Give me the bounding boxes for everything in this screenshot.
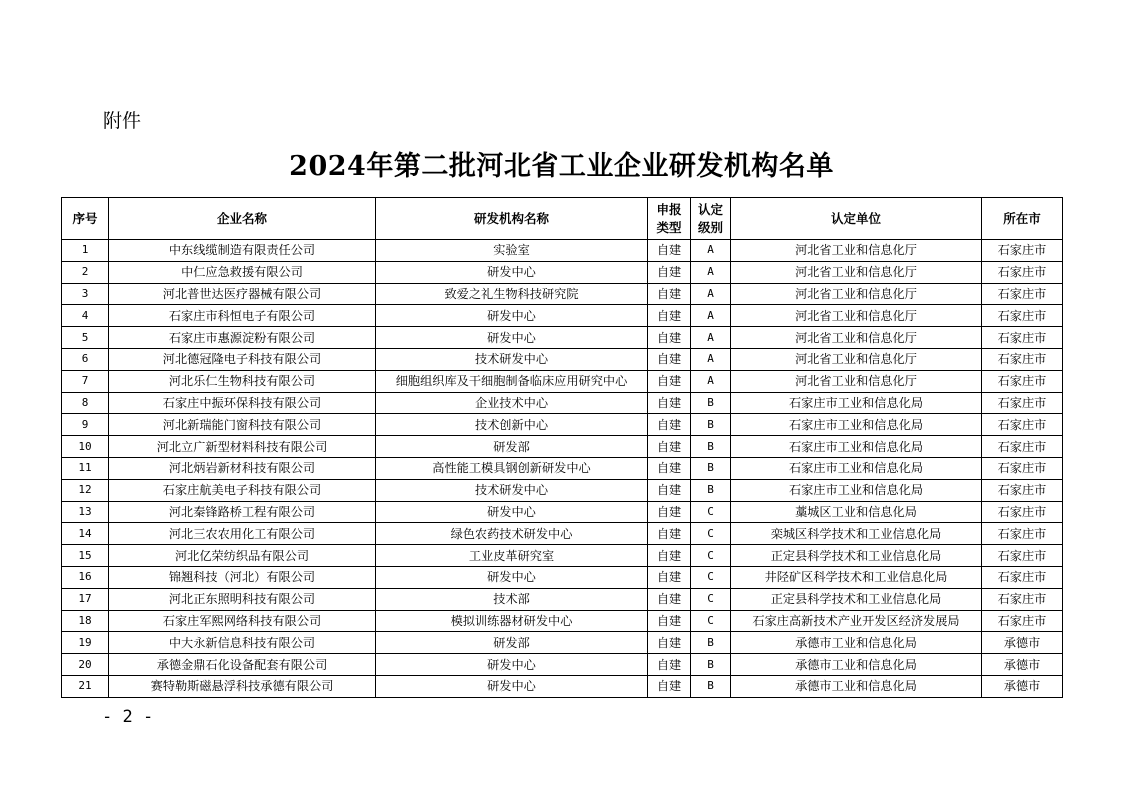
cell-institution: 研发中心: [376, 654, 648, 676]
cell-institution: 研发部: [376, 632, 648, 654]
cell-level: C: [691, 566, 731, 588]
cell-type: 自建: [648, 545, 691, 567]
cell-company: 石家庄市惠源淀粉有限公司: [109, 327, 376, 349]
cell-index: 8: [62, 392, 109, 414]
cell-company: 河北新瑞能门窗科技有限公司: [109, 414, 376, 436]
cell-certifier: 石家庄市工业和信息化局: [731, 414, 982, 436]
cell-type: 自建: [648, 348, 691, 370]
header-certifier: 认定单位: [731, 198, 982, 240]
cell-level: B: [691, 675, 731, 697]
cell-company: 中东线缆制造有限责任公司: [109, 240, 376, 262]
cell-index: 10: [62, 436, 109, 458]
cell-type: 自建: [648, 632, 691, 654]
document-title: 2024年第二批河北省工业企业研发机构名单: [289, 151, 834, 182]
header-institution: 研发机构名称: [376, 198, 648, 240]
cell-company: 河北立广新型材料科技有限公司: [109, 436, 376, 458]
cell-company: 河北三农农用化工有限公司: [109, 523, 376, 545]
cell-city: 承德市: [982, 654, 1063, 676]
cell-type: 自建: [648, 414, 691, 436]
table-row: [62, 283, 1063, 305]
cell-company: 河北普世达医疗器械有限公司: [109, 283, 376, 305]
header-level-line1: 认定: [697, 201, 723, 217]
cell-type: 自建: [648, 283, 691, 305]
cell-index: 6: [62, 348, 109, 370]
header-index: 序号: [62, 198, 109, 240]
table-row: [62, 545, 1063, 567]
cell-index: 2: [62, 261, 109, 283]
table-row: [62, 632, 1063, 654]
table-row: [62, 566, 1063, 588]
cell-certifier: 栾城区科学技术和工业信息化局: [731, 523, 982, 545]
cell-institution: 技术创新中心: [376, 414, 648, 436]
cell-index: 15: [62, 545, 109, 567]
table-row: [62, 523, 1063, 545]
table-row: [62, 240, 1063, 262]
header-city: 所在市: [982, 198, 1063, 240]
cell-level: C: [691, 545, 731, 567]
table-row: [62, 588, 1063, 610]
cell-index: 11: [62, 457, 109, 479]
cell-city: 石家庄市: [982, 261, 1063, 283]
cell-company: 河北炳岩新材科技有限公司: [109, 457, 376, 479]
cell-level: A: [691, 370, 731, 392]
table-body: [62, 240, 1063, 698]
cell-certifier: 河北省工业和信息化厅: [731, 348, 982, 370]
cell-certifier: 河北省工业和信息化厅: [731, 327, 982, 349]
cell-company: 石家庄军熙网络科技有限公司: [109, 610, 376, 632]
cell-index: 1: [62, 240, 109, 262]
cell-company: 中仁应急救援有限公司: [109, 261, 376, 283]
table-row: [62, 479, 1063, 501]
cell-type: 自建: [648, 566, 691, 588]
cell-certifier: 河北省工业和信息化厅: [731, 261, 982, 283]
table-row: [62, 457, 1063, 479]
cell-type: 自建: [648, 610, 691, 632]
cell-company: 河北亿荣纺织品有限公司: [109, 545, 376, 567]
cell-index: 3: [62, 283, 109, 305]
cell-institution: 企业技术中心: [376, 392, 648, 414]
cell-level: C: [691, 523, 731, 545]
cell-institution: 研发中心: [376, 501, 648, 523]
cell-certifier: 石家庄市工业和信息化局: [731, 479, 982, 501]
cell-index: 21: [62, 675, 109, 697]
table-row: [62, 501, 1063, 523]
cell-type: 自建: [648, 436, 691, 458]
cell-index: 13: [62, 501, 109, 523]
cell-institution: 致爱之礼生物科技研究院: [376, 283, 648, 305]
cell-level: B: [691, 392, 731, 414]
cell-certifier: 承德市工业和信息化局: [731, 675, 982, 697]
cell-city: 承德市: [982, 675, 1063, 697]
cell-level: A: [691, 348, 731, 370]
cell-level: B: [691, 479, 731, 501]
cell-company: 锦翘科技（河北）有限公司: [109, 566, 376, 588]
cell-certifier: 河北省工业和信息化厅: [731, 305, 982, 327]
cell-company: 河北德冠隆电子科技有限公司: [109, 348, 376, 370]
cell-institution: 研发中心: [376, 327, 648, 349]
cell-index: 16: [62, 566, 109, 588]
cell-company: 承德金鼎石化设备配套有限公司: [109, 654, 376, 676]
cell-company: 赛特勒斯磁悬浮科技承德有限公司: [109, 675, 376, 697]
cell-city: 石家庄市: [982, 240, 1063, 262]
table-row: [62, 675, 1063, 697]
cell-certifier: 石家庄市工业和信息化局: [731, 457, 982, 479]
table-row: [62, 392, 1063, 414]
page-number: - 2 -: [102, 707, 154, 727]
table-row: [62, 327, 1063, 349]
cell-city: 石家庄市: [982, 523, 1063, 545]
cell-type: 自建: [648, 654, 691, 676]
cell-level: B: [691, 436, 731, 458]
cell-institution: 研发部: [376, 436, 648, 458]
cell-institution: 技术研发中心: [376, 348, 648, 370]
cell-company: 河北乐仁生物科技有限公司: [109, 370, 376, 392]
attachment-label: 附件: [103, 110, 142, 132]
table-row: [62, 414, 1063, 436]
cell-type: 自建: [648, 479, 691, 501]
cell-level: A: [691, 261, 731, 283]
cell-institution: 绿色农药技术研发中心: [376, 523, 648, 545]
header-type-line1: 申报: [656, 201, 682, 217]
table-row: [62, 610, 1063, 632]
cell-level: B: [691, 414, 731, 436]
cell-index: 5: [62, 327, 109, 349]
cell-city: 石家庄市: [982, 588, 1063, 610]
table-row: [62, 436, 1063, 458]
cell-level: C: [691, 588, 731, 610]
cell-city: 石家庄市: [982, 283, 1063, 305]
cell-index: 7: [62, 370, 109, 392]
cell-certifier: 藁城区工业和信息化局: [731, 501, 982, 523]
cell-index: 18: [62, 610, 109, 632]
table-row: [62, 348, 1063, 370]
cell-level: B: [691, 457, 731, 479]
cell-level: B: [691, 632, 731, 654]
cell-level: A: [691, 240, 731, 262]
cell-institution: 实验室: [376, 240, 648, 262]
cell-certifier: 石家庄高新技术产业开发区经济发展局: [731, 610, 982, 632]
cell-certifier: 河北省工业和信息化厅: [731, 283, 982, 305]
cell-city: 石家庄市: [982, 501, 1063, 523]
cell-index: 19: [62, 632, 109, 654]
cell-institution: 模拟训练器材研发中心: [376, 610, 648, 632]
header-type-line2: 类型: [656, 219, 682, 235]
table-row: [62, 370, 1063, 392]
cell-index: 20: [62, 654, 109, 676]
cell-type: 自建: [648, 523, 691, 545]
cell-certifier: 承德市工业和信息化局: [731, 632, 982, 654]
cell-city: 石家庄市: [982, 479, 1063, 501]
cell-city: 石家庄市: [982, 348, 1063, 370]
cell-index: 14: [62, 523, 109, 545]
cell-type: 自建: [648, 261, 691, 283]
cell-level: B: [691, 654, 731, 676]
cell-type: 自建: [648, 240, 691, 262]
cell-certifier: 承德市工业和信息化局: [731, 654, 982, 676]
cell-city: 石家庄市: [982, 370, 1063, 392]
cell-certifier: 井陉矿区科学技术和工业信息化局: [731, 566, 982, 588]
cell-company: 中大永新信息科技有限公司: [109, 632, 376, 654]
cell-certifier: 河北省工业和信息化厅: [731, 240, 982, 262]
cell-institution: 研发中心: [376, 261, 648, 283]
cell-type: 自建: [648, 501, 691, 523]
cell-institution: 细胞组织库及干细胞制备临床应用研究中心: [376, 370, 648, 392]
header-level-line2: 级别: [697, 219, 723, 235]
cell-city: 承德市: [982, 632, 1063, 654]
cell-certifier: 正定县科学技术和工业信息化局: [731, 588, 982, 610]
cell-index: 17: [62, 588, 109, 610]
table-row: [62, 261, 1063, 283]
cell-certifier: 河北省工业和信息化厅: [731, 370, 982, 392]
cell-institution: 研发中心: [376, 675, 648, 697]
header-type: [648, 198, 691, 240]
cell-company: 河北正东照明科技有限公司: [109, 588, 376, 610]
header-level: [691, 198, 731, 240]
cell-company: 石家庄中振环保科技有限公司: [109, 392, 376, 414]
cell-type: 自建: [648, 457, 691, 479]
cell-institution: 工业皮革研究室: [376, 545, 648, 567]
cell-type: 自建: [648, 588, 691, 610]
cell-certifier: 石家庄市工业和信息化局: [731, 436, 982, 458]
cell-index: 9: [62, 414, 109, 436]
cell-city: 石家庄市: [982, 545, 1063, 567]
header-company: 企业名称: [109, 198, 376, 240]
cell-city: 石家庄市: [982, 436, 1063, 458]
cell-company: 河北秦锋路桥工程有限公司: [109, 501, 376, 523]
cell-institution: 研发中心: [376, 566, 648, 588]
cell-city: 石家庄市: [982, 566, 1063, 588]
cell-type: 自建: [648, 675, 691, 697]
cell-level: A: [691, 305, 731, 327]
cell-type: 自建: [648, 392, 691, 414]
cell-city: 石家庄市: [982, 414, 1063, 436]
cell-company: 石家庄市科恒电子有限公司: [109, 305, 376, 327]
cell-certifier: 正定县科学技术和工业信息化局: [731, 545, 982, 567]
cell-level: C: [691, 610, 731, 632]
cell-city: 石家庄市: [982, 457, 1063, 479]
cell-institution: 研发中心: [376, 305, 648, 327]
cell-level: A: [691, 283, 731, 305]
cell-index: 4: [62, 305, 109, 327]
cell-type: 自建: [648, 305, 691, 327]
cell-certifier: 石家庄市工业和信息化局: [731, 392, 982, 414]
cell-type: 自建: [648, 327, 691, 349]
table-row: [62, 305, 1063, 327]
cell-type: 自建: [648, 370, 691, 392]
table-row: [62, 654, 1063, 676]
cell-city: 石家庄市: [982, 305, 1063, 327]
table-header-row: [62, 198, 1063, 240]
institution-table: [61, 197, 1063, 698]
cell-city: 石家庄市: [982, 327, 1063, 349]
cell-index: 12: [62, 479, 109, 501]
cell-institution: 高性能工模具钢创新研发中心: [376, 457, 648, 479]
cell-institution: 技术研发中心: [376, 479, 648, 501]
cell-institution: 技术部: [376, 588, 648, 610]
cell-city: 石家庄市: [982, 392, 1063, 414]
cell-level: C: [691, 501, 731, 523]
cell-level: A: [691, 327, 731, 349]
cell-city: 石家庄市: [982, 610, 1063, 632]
cell-company: 石家庄航美电子科技有限公司: [109, 479, 376, 501]
